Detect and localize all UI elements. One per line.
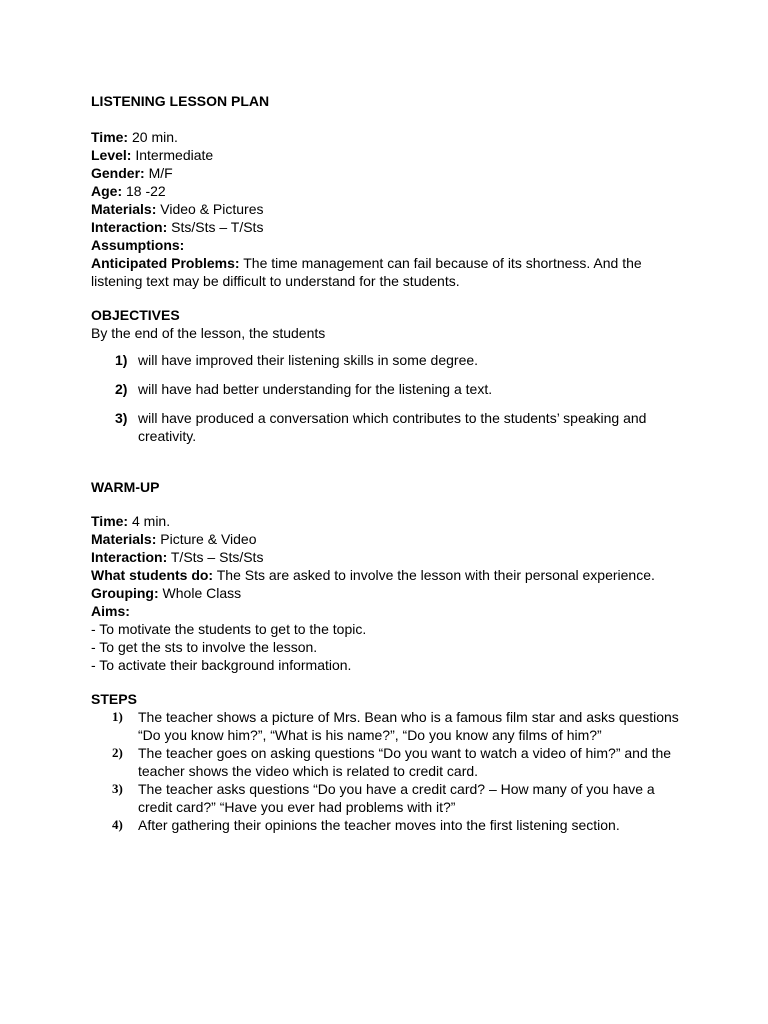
info-level: Level: Intermediate	[91, 147, 214, 163]
warmup-what-students-do: What students do: The Sts are asked to involve the lesson with their personal experience.	[91, 567, 655, 583]
objectives-list	[91, 351, 691, 445]
info-materials: Materials: Video & Pictures	[91, 201, 264, 217]
lesson-info	[91, 128, 691, 290]
document-title: LISTENING LESSON PLAN	[91, 93, 270, 109]
info-assumptions: Assumptions:	[91, 237, 185, 253]
list-item: 1) will have improved their listening skills in some degree.	[115, 352, 479, 368]
list-item: - To motivate the students to get to the topic.	[91, 621, 367, 637]
list-item: 3) will have produced a conversation which contributes to the students’ speaking and creativity.	[115, 410, 647, 444]
info-time: Time: 20 min.	[91, 129, 178, 145]
warmup-aims: Aims:	[91, 603, 130, 619]
info-gender: Gender: M/F	[91, 165, 173, 181]
info-age: Age: 18 -22	[91, 183, 166, 199]
steps-heading: STEPS	[91, 691, 137, 707]
list-item: 1) The teacher shows a picture of Mrs. Bean who is a famous film star and asks questions “Do you know him?”, “What is his name?”, “Do you know any films of him?”	[112, 709, 679, 743]
objectives-heading: OBJECTIVES	[91, 307, 180, 323]
list-item: 4) After gathering their opinions the teacher moves into the first listening section.	[112, 817, 620, 833]
list-item: - To get the sts to involve the lesson.	[91, 639, 318, 655]
warmup-grouping: Grouping: Whole Class	[91, 585, 242, 601]
steps-list	[91, 708, 691, 834]
aims-list	[91, 620, 691, 674]
list-item: 3) The teacher asks questions “Do you have a credit card? – How many of you have a credit card?” “Have you ever had problems with it?”	[112, 781, 655, 815]
list-item: 2) will have had better understanding for the listening a text.	[115, 381, 493, 397]
warmup-heading: WARM-UP	[91, 479, 160, 495]
warmup-time: Time: 4 min.	[91, 513, 171, 529]
info-anticipated-problems: Anticipated Problems: The time management can fail because of its shortness. And the listening text may be difficult to understand for the students.	[91, 255, 642, 289]
objectives-intro: By the end of the lesson, the students	[91, 325, 326, 341]
info-interaction: Interaction: Sts/Sts – T/Sts	[91, 219, 264, 235]
warmup-interaction: Interaction: T/Sts – Sts/Sts	[91, 549, 264, 565]
warmup-info	[91, 512, 691, 620]
list-item: - To activate their background information.	[91, 657, 352, 673]
list-item: 2) The teacher goes on asking questions “Do you want to watch a video of him?” and the teacher shows the video which is related to credit card.	[112, 745, 672, 779]
lesson-plan-page	[91, 92, 691, 834]
warmup-materials: Materials: Picture & Video	[91, 531, 257, 547]
